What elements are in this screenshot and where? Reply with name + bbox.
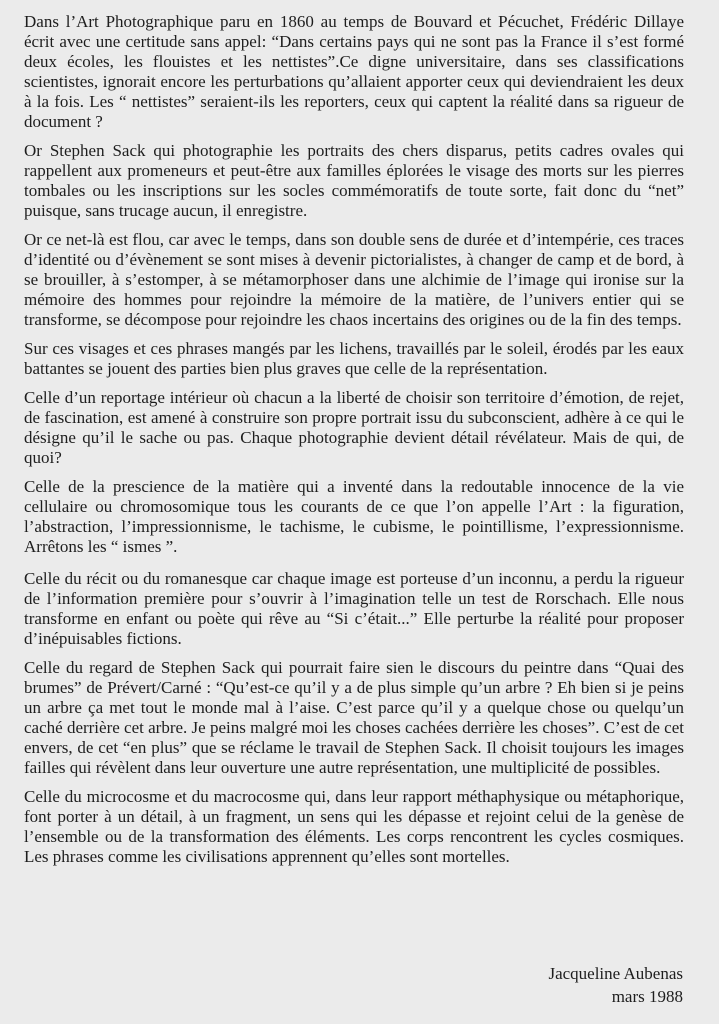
paragraph-8: Celle du regard de Stephen Sack qui pourrait faire sien le discours du peintre dans “Quai des brumes” de Prévert/Carné : “Qu’est-ce qu’il y a de plus simple qu’un arbre ? Eh bien si je peins un arbre ça met tout le monde mal à l’aise. C’est parce qu’il y a quelque chose ou quelqu’un caché derrière cet arbre. Je peins malgré moi les choses cachées derrière les choses”. C’est de cet envers, de cet “en plus” que se réclame le travail de Stephen Sack. Il choisit toujours les images failles qui révèlent dans leur ouverture une autre représentation, une multiplicité de possibles. — [24, 658, 684, 777]
paragraph-1: Dans l’Art Photographique paru en 1860 au temps de Bouvard et Pécuchet, Frédéric Dillaye écrit avec une certitude sans appel: “Dans certains pays qui ne sont pas la France il s’est formé deux écoles, les flouistes et les nettistes”.Ce digne universitaire, dans ses classifications scientistes, ignorait encore les perturbations qu’allaient apporter ceux qui deviendraient les deux à la fois. Les “ nettistes” seraient-ils les reporters, ceux qui captent la réalité dans sa rigueur de document ? — [24, 12, 684, 131]
signature-date: mars 1988 — [611, 987, 683, 1006]
signature-block — [423, 962, 683, 1008]
paragraph-9: Celle du microcosme et du macrocosme qui, dans leur rapport méthaphysique ou métaphorique, font porter à un détail, à un fragment, un sens qui les dépasse et rejoint celui de la genèse de l’ensemble ou de la transformation des éléments. Les corps rencontrent les cycles cosmiques. Les phrases comme les civilisations apprennent qu’elles sont mortelles. — [24, 787, 684, 866]
paragraph-3: Or ce net-là est flou, car avec le temps, dans son double sens de durée et d’intempérie, ces traces d’identité ou d’évènement se sont mises à devenir pictorialistes, à changer de camp et de bord, à se brouiller, à s’estomper, à se métamorphoser dans une alchimie de l’image qui ironise sur la mémoire des hommes pour rejoindre la mémoire de la matière, de l’univers entier qui se transforme, se décompose pour rejoindre les chaos incertains des origines ou de la fin des temps. — [24, 230, 684, 329]
paragraph-6: Celle de la prescience de la matière qui a inventé dans la redoutable innocence de la vie cellulaire ou chromosomique tous les courants de ce que l’on appelle l’Art : la figuration, l’abstraction, l’impressionnisme, le tachisme, le cubisme, le pointillisme, l’expressionnisme. Arrêtons les “ ismes ”. — [24, 477, 684, 556]
essay-body — [24, 12, 684, 876]
paragraph-7: Celle du récit ou du romanesque car chaque image est porteuse d’un inconnu, a perdu la rigueur de l’information première pour s’ouvrir à l’imagination telle un test de Rorschach. Elle nous transforme en enfant ou poète qui rêve au “Si c’était...” Elle perturbe la réalité pour proposer d’inépuisables fictions. — [24, 569, 684, 648]
paragraph-4: Sur ces visages et ces phrases mangés par les lichens, travaillés par le soleil, érodés par les eaux battantes se jouent des parties bien plus graves que celle de la représentation. — [24, 339, 684, 378]
paragraph-5: Celle d’un reportage intérieur où chacun a la liberté de choisir son territoire d’émotion, de rejet, de fascination, est amené à construire son propre portrait issu du subconscient, adhère à ce qui le désigne qu’il le sache ou pas. Chaque photographie devient détail révélateur. Mais de qui, de quoi? — [24, 388, 684, 467]
author-name: Jacqueline Aubenas — [548, 964, 683, 983]
paragraph-2: Or Stephen Sack qui photographie les portraits des chers disparus, petits cadres ovales qui rappellent aux promeneurs et peut-être aux familles éplorées le visage des morts sur les pierres tombales ou les inscriptions sur les socles commémoratifs de toute sorte, fait donc du “net” puisque, sans trucage aucun, il enregistre. — [24, 141, 684, 220]
